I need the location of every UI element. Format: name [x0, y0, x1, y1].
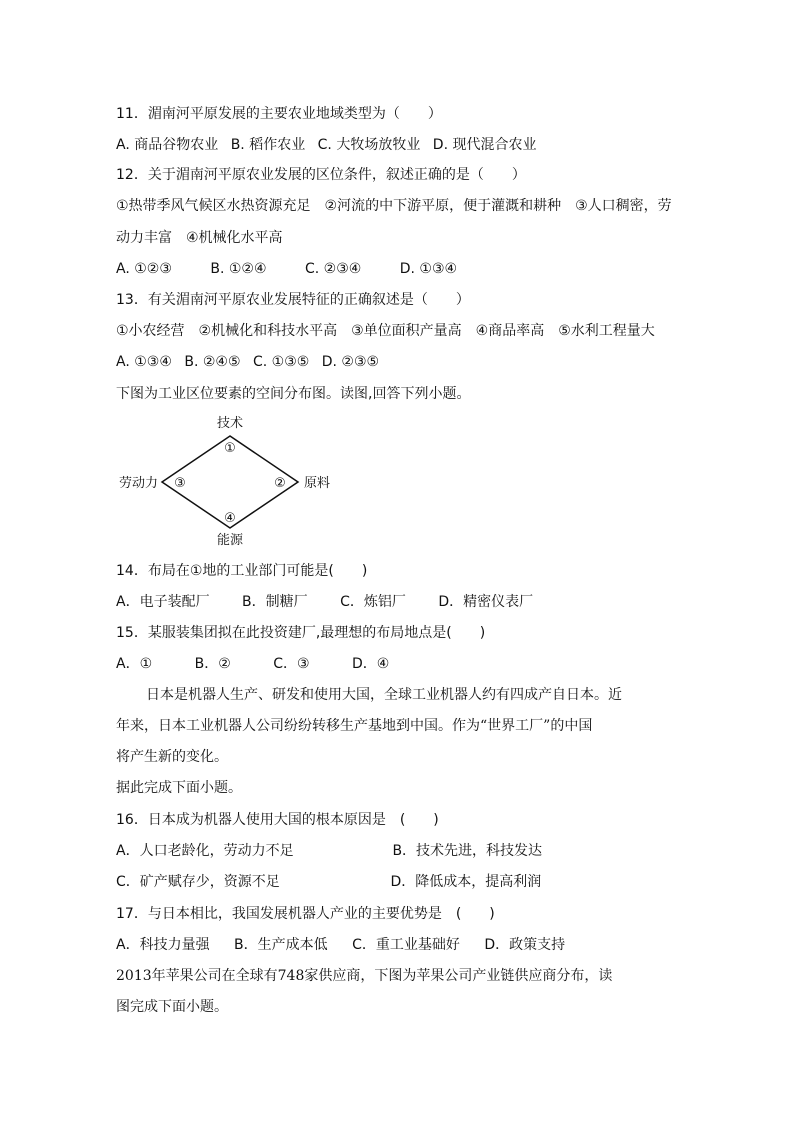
- q12-options: [116, 259, 457, 279]
- q14-option-b[interactable]: B．制糖厂: [242, 594, 308, 610]
- q11-option-b[interactable]: B. 稻作农业: [230, 137, 306, 153]
- q12-option-c[interactable]: C. ②③④: [304, 261, 362, 277]
- q16-stem: 16．日本成为机器人使用大国的根本原因是 ( ): [116, 812, 439, 828]
- q15-option-c[interactable]: C．③: [273, 656, 310, 672]
- q11-stem: 11．湄南河平原发展的主要农业地域类型为（ ）: [116, 106, 442, 122]
- q16-option-b[interactable]: B．技术先进，科技发达: [392, 843, 543, 859]
- q12-option-b[interactable]: B. ①②④: [210, 261, 267, 277]
- q15-options: [116, 654, 389, 674]
- point-3: ③: [174, 476, 186, 491]
- q12-option-d[interactable]: D. ①③④: [399, 261, 458, 277]
- q13-options: [116, 352, 379, 372]
- q16-option-c[interactable]: C．矿产赋存少，资源不足: [116, 874, 280, 890]
- q14-options: [116, 592, 533, 612]
- apple-passage-line2: 图完成下面小题。: [116, 999, 228, 1015]
- q16-option-d[interactable]: D．降低成本，提高利润: [390, 874, 542, 890]
- q17-stem: 17．与日本相比，我国发展机器人产业的主要优势是 ( ): [116, 906, 495, 922]
- q15-stem: 15．某服装集团拟在此投资建厂,最理想的布局地点是( ): [116, 625, 486, 641]
- diagram-intro: 下图为工业区位要素的空间分布图。读图,回答下列小题。: [116, 386, 471, 402]
- q14-option-d[interactable]: D．精密仪表厂: [438, 594, 534, 610]
- q11-option-d[interactable]: D. 现代混合农业: [432, 137, 537, 153]
- q12-option-a[interactable]: A. ①②③: [116, 261, 172, 277]
- q13-option-b[interactable]: B. ②④⑤: [184, 354, 241, 370]
- q12-stem: 12．关于湄南河平原农业发展的区位条件，叙述正确的是（ ）: [116, 167, 526, 183]
- q17-option-d[interactable]: D．政策支持: [484, 937, 566, 953]
- label-raw-material: 原料: [304, 476, 331, 491]
- passage-line1: 日本是机器人生产、研发和使用大国，全球工业机器人约有四成产自日本。近: [146, 687, 622, 703]
- point-4: ④: [224, 511, 236, 526]
- q13-stem: 13．有关湄南河平原农业发展特征的正确叙述是（ ）: [116, 292, 470, 308]
- q14-stem: 14．布局在①地的工业部门可能是( ): [116, 563, 368, 579]
- q17-option-b[interactable]: B．生产成本低: [234, 937, 328, 953]
- q13-option-d[interactable]: D. ②③⑤: [321, 354, 380, 370]
- q13-statements: ①小农经营 ②机械化和科技水平高 ③单位面积产量高 ④商品率高 ⑤水利工程量大: [116, 323, 655, 339]
- q13-option-a[interactable]: A. ①③④: [116, 354, 172, 370]
- q15-option-a[interactable]: A．①: [116, 656, 153, 672]
- q14-option-c[interactable]: C．炼铝厂: [340, 594, 406, 610]
- label-labor: 劳动力: [118, 476, 158, 491]
- q15-option-b[interactable]: B．②: [194, 656, 231, 672]
- industrial-location-diagram: [108, 410, 348, 550]
- passage-instruction: 据此完成下面小题。: [116, 780, 242, 796]
- q11-options: [116, 135, 536, 155]
- q11-option-c[interactable]: C. 大牧场放牧业: [317, 137, 421, 153]
- point-1: ①: [224, 441, 236, 456]
- q13-option-c[interactable]: C. ①③⑤: [252, 354, 310, 370]
- q14-option-a[interactable]: A．电子装配厂: [116, 594, 210, 610]
- passage-line2: 年来，日本工业机器人公司纷纷转移生产基地到中国。作为“世界工厂”的中国: [116, 718, 593, 734]
- apple-passage-line1: 2013年苹果公司在全球有748家供应商，下图为苹果公司产业链供应商分布，读: [116, 968, 613, 984]
- q15-option-d[interactable]: D．④: [351, 656, 390, 672]
- q16-option-a[interactable]: A．人口老龄化，劳动力不足: [116, 843, 294, 859]
- passage-line3: 将产生新的变化。: [116, 749, 228, 765]
- q12-statements-line2: 动力丰富 ④机械化水平高: [116, 230, 283, 246]
- point-2: ②: [274, 476, 286, 491]
- q12-statements-line1: ①热带季风气候区水热资源充足 ②河流的中下游平原，便于灌溉和耕种 ③人口稠密，劳: [116, 198, 672, 214]
- label-energy: 能源: [216, 533, 244, 548]
- label-technology: 技术: [216, 416, 244, 431]
- q17-option-a[interactable]: A．科技力量强: [116, 937, 210, 953]
- q16-options-row1: [116, 841, 542, 861]
- q11-option-a[interactable]: A. 商品谷物农业: [116, 137, 219, 153]
- q17-option-c[interactable]: C．重工业基础好: [352, 937, 460, 953]
- q16-options-row2: [116, 872, 541, 892]
- q17-options: [116, 935, 565, 955]
